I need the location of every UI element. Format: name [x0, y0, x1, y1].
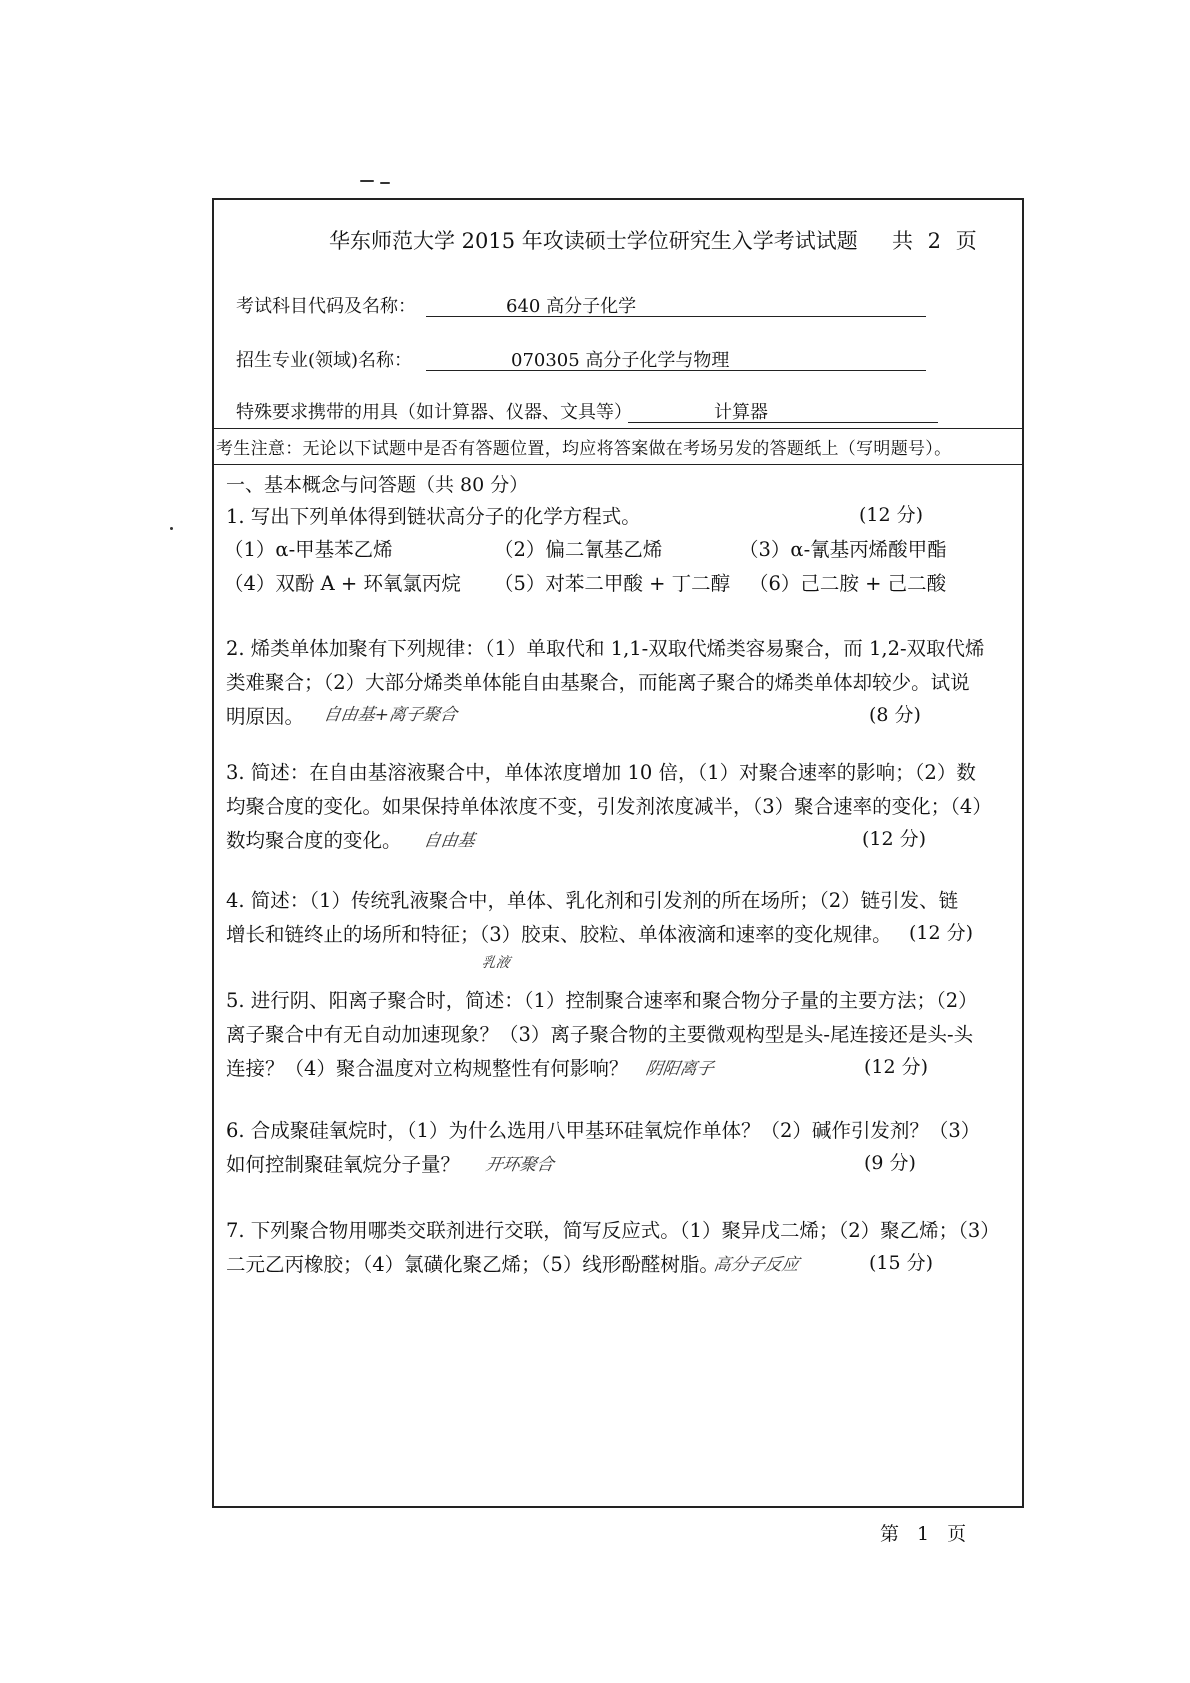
- question-line: 数均聚合度的变化。: [226, 829, 402, 852]
- question-1-score: (12 分): [859, 504, 924, 526]
- exam-sheet: [212, 198, 1024, 1508]
- subject-underline: [426, 316, 926, 317]
- tools-field: [236, 398, 1016, 422]
- question-line: 类难聚合；（2）大部分烯类单体能自由基聚合，而能离子聚合的烯类单体却较少。试说: [226, 671, 970, 694]
- major-underline: [426, 370, 926, 371]
- q1-option-2: （2）偏二氰基乙烯: [494, 538, 663, 561]
- handwritten-note: 乳液: [480, 955, 511, 971]
- question-6-score: (9 分): [864, 1152, 916, 1174]
- handwritten-note: 开环聚合: [484, 1155, 556, 1175]
- section-title: 一、基本概念与问答题（共 80 分）: [226, 474, 529, 496]
- q1-option-5: （5）对苯二甲酸 + 丁二醇: [494, 572, 731, 595]
- question-line: 离子聚合中有无自动加速现象？（3）离子聚合物的主要微观构型是头-尾连接还是头-头: [226, 1023, 974, 1046]
- question-2-score: (8 分): [869, 704, 921, 726]
- question-line: 增长和链终止的场所和特征；（3）胶束、胶粒、单体液滴和速率的变化规律。: [226, 923, 892, 946]
- scan-speck: [380, 182, 390, 184]
- q1-option-6: （6）己二胺 + 己二酸: [749, 572, 947, 595]
- subject-value: 640 高分子化学: [506, 296, 637, 317]
- handwritten-note: 阴阳离子: [644, 1059, 716, 1079]
- exam-title: 华东师范大学 2015 年攻读硕士学位研究生入学考试试题: [329, 229, 858, 253]
- scan-speck: [170, 527, 173, 530]
- exam-notice: 考生注意：无论以下试题中是否有答题位置，均应将答案做在考场另发的答题纸上（写明题号）。: [216, 439, 952, 459]
- question-line: 7. 下列聚合物用哪类交联剂进行交联，简写反应式。（1）聚异戊二烯；（2）聚乙烯；（3）: [226, 1219, 1000, 1242]
- handwritten-note: 自由基+离子聚合: [322, 705, 459, 725]
- question-line: 4. 简述：（1）传统乳液聚合中，单体、乳化剂和引发剂的所在场所；（2）链引发、链: [226, 889, 959, 912]
- q1-option-3: （3）α-氰基丙烯酸甲酯: [739, 538, 947, 561]
- page-number: 第 1 页: [880, 1523, 973, 1545]
- subject-label: 考试科目代码及名称：: [236, 296, 416, 317]
- question-line: 5. 进行阴、阳离子聚合时，简述：（1）控制聚合速率和聚合物分子量的主要方法；（2）: [226, 989, 978, 1012]
- total-pages: 共 2 页: [892, 229, 981, 253]
- tools-underline: [628, 422, 938, 423]
- question-4-score: (12 分): [909, 922, 974, 944]
- handwritten-note: 自由基: [422, 831, 477, 851]
- question-5-score: (12 分): [864, 1056, 929, 1078]
- question-line: 6. 合成聚硅氧烷时，（1）为什么选用八甲基环硅氧烷作单体？（2）碱作引发剂？（3）: [226, 1119, 981, 1142]
- question-text: 1. 写出下列单体得到链状高分子的化学方程式。: [226, 505, 641, 528]
- handwritten-note: 高分子反应: [712, 1255, 801, 1275]
- major-field: [236, 346, 1016, 370]
- question-line: 3. 简述：在自由基溶液聚合中，单体浓度增加 10 倍，（1）对聚合速率的影响；（2）数: [226, 761, 976, 784]
- question-line: 连接？（4）聚合温度对立构规整性有何影响？: [226, 1057, 629, 1080]
- major-label: 招生专业(领域)名称：: [236, 350, 413, 371]
- divider-top: [214, 428, 1022, 429]
- question-line: 明原因。: [226, 705, 305, 728]
- scan-speck: [360, 180, 374, 182]
- divider-notice: [214, 464, 1022, 465]
- q1-option-4: （4）双酚 A + 环氧氯丙烷: [224, 572, 461, 595]
- question-line: 均聚合度的变化。如果保持单体浓度不变，引发剂浓度减半，（3）聚合速率的变化；（4）: [226, 795, 992, 818]
- question-line: 2. 烯类单体加聚有下列规律：（1）单取代和 1,1-双取代烯类容易聚合，而 1,2-双取代烯: [226, 637, 985, 660]
- question-7-score: (15 分): [869, 1252, 934, 1274]
- major-value: 070305 高分子化学与物理: [511, 350, 730, 371]
- subject-field: [236, 292, 1016, 316]
- question-3-score: (12 分): [862, 828, 927, 850]
- question-line: 如何控制聚硅氧烷分子量？: [226, 1153, 461, 1176]
- q1-option-1: （1）α-甲基苯乙烯: [224, 538, 393, 561]
- question-4: [226, 884, 1006, 952]
- tools-value: 计算器: [714, 402, 768, 423]
- question-line: 二元乙丙橡胶；（4）氯磺化聚乙烯；（5）线形酚醛树脂。: [226, 1253, 719, 1276]
- tools-label: 特殊要求携带的用具（如计算器、仪器、文具等）: [236, 402, 632, 423]
